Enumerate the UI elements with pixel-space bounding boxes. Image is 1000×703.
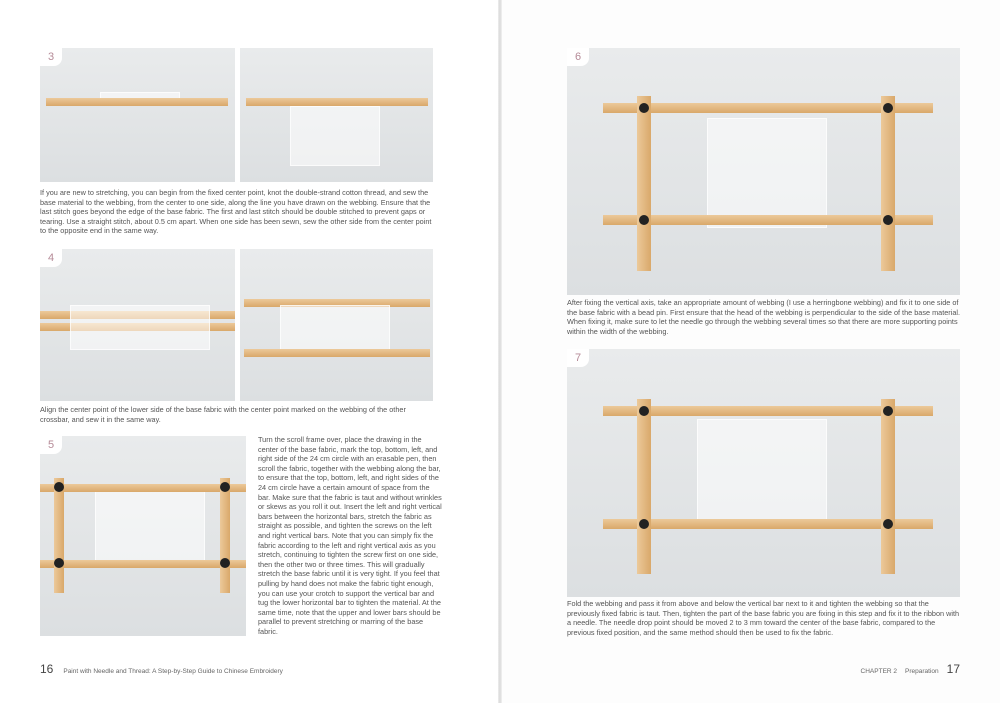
step-5-text: Turn the scroll frame over, place the drawing in the center of the base fabric, mark the top, bottom, left, and right side of the 24 cm circle with an erasable pen, then scroll the fabric, together with the webbing along the bar, to ensure that the top, bottom, left, and right sides of the 24 cm circle have a certain amount of space from the bar. Make sure that the fabric is taut and without wrinkles or skews as you roll it out. Insert the left and right vertical bars between the horizontal bars, stretch the fabric as straight as possible, and tighten the screws on the left and right vertical bars. Note that you can simply fix the fabric according to the left and right vertical axis as you stretch, continuing to tighten the screw first on one side, then the other two or three times. This will gradually stretch the base fabric until it is very tight. If you feel that pulling by hand does not make the fabric tight enough, you can use your crotch to support the vertical bar and tug the lower horizontal bar to tighten the material. At the same time, note that the upper and lower bars should be parallel to prevent stretching or marring of the base fabric.: [258, 435, 442, 636]
step-number-badge: 7: [567, 349, 589, 367]
step-number-badge: 3: [40, 48, 62, 66]
step-number-badge: 4: [40, 249, 62, 267]
step-3-text: If you are new to stretching, you can begin from the fixed center point, knot the double-strand cotton thread, and sew the base material to the webbing, from the center to one side, along the line you have drawn on the webbing. Ensure that the last stitch goes beyond the edge of the base fabric. The first and last stitch should be double stitched to prevent gaps or tearing. Use a straight stitch, about 0.5 cm apart. When one side has been sewn, sew the other side from the center point to the opposite end in the same way.: [40, 188, 432, 236]
step-6-text: After fixing the vertical axis, take an appropriate amount of webbing (I use a herringbone webbing) and fix it to one side of the base fabric with a bead pin. First ensure that the head of the webbing is perpendicular to the side of the base material. When fixing it, make sure to let the needle go through the webbing several times so that there are more supporting points within the width of the webbing.: [567, 298, 961, 336]
right-page: [500, 0, 1000, 703]
right-footer: [861, 662, 960, 676]
step-7-text: Fold the webbing and pass it from above and below the vertical bar next to it and tighten the webbing so that the previously fixed fabric is taut. Then, tighten the part of the base fabric you are fixing in this step and fix it to the ribbon with a needle. The needle drop point should be moved 2 to 3 mm toward the center of the base fabric, compared to the previous fixed position, and the same method should then be used to fix the fabric.: [567, 599, 960, 637]
step-4-text: Align the center point of the lower side of the base fabric with the center point marked on the webbing of the other crossbar, and sew it in the same way.: [40, 405, 406, 424]
step-3-photo-b: [240, 48, 433, 182]
step-3-photo-a: [40, 48, 235, 182]
step-5-photo: [40, 436, 246, 636]
step-number-badge: 6: [567, 48, 589, 66]
step-number-badge: 5: [40, 436, 62, 454]
step-4-photo-b: [240, 249, 433, 401]
step-4-photo-a: [40, 249, 235, 401]
step-6-photo: [567, 48, 960, 295]
left-footer: [40, 662, 283, 676]
step-7-photo: [567, 349, 960, 597]
book-gutter: [498, 0, 502, 703]
chapter-label: CHAPTER 2: [860, 668, 898, 675]
page-number: 17: [946, 662, 960, 676]
section-label: Preparation: [905, 668, 939, 675]
page-number: 16: [40, 662, 54, 676]
running-title: Paint with Needle and Thread: A Step-by-Step Guide to Chinese Embroidery: [63, 668, 283, 675]
